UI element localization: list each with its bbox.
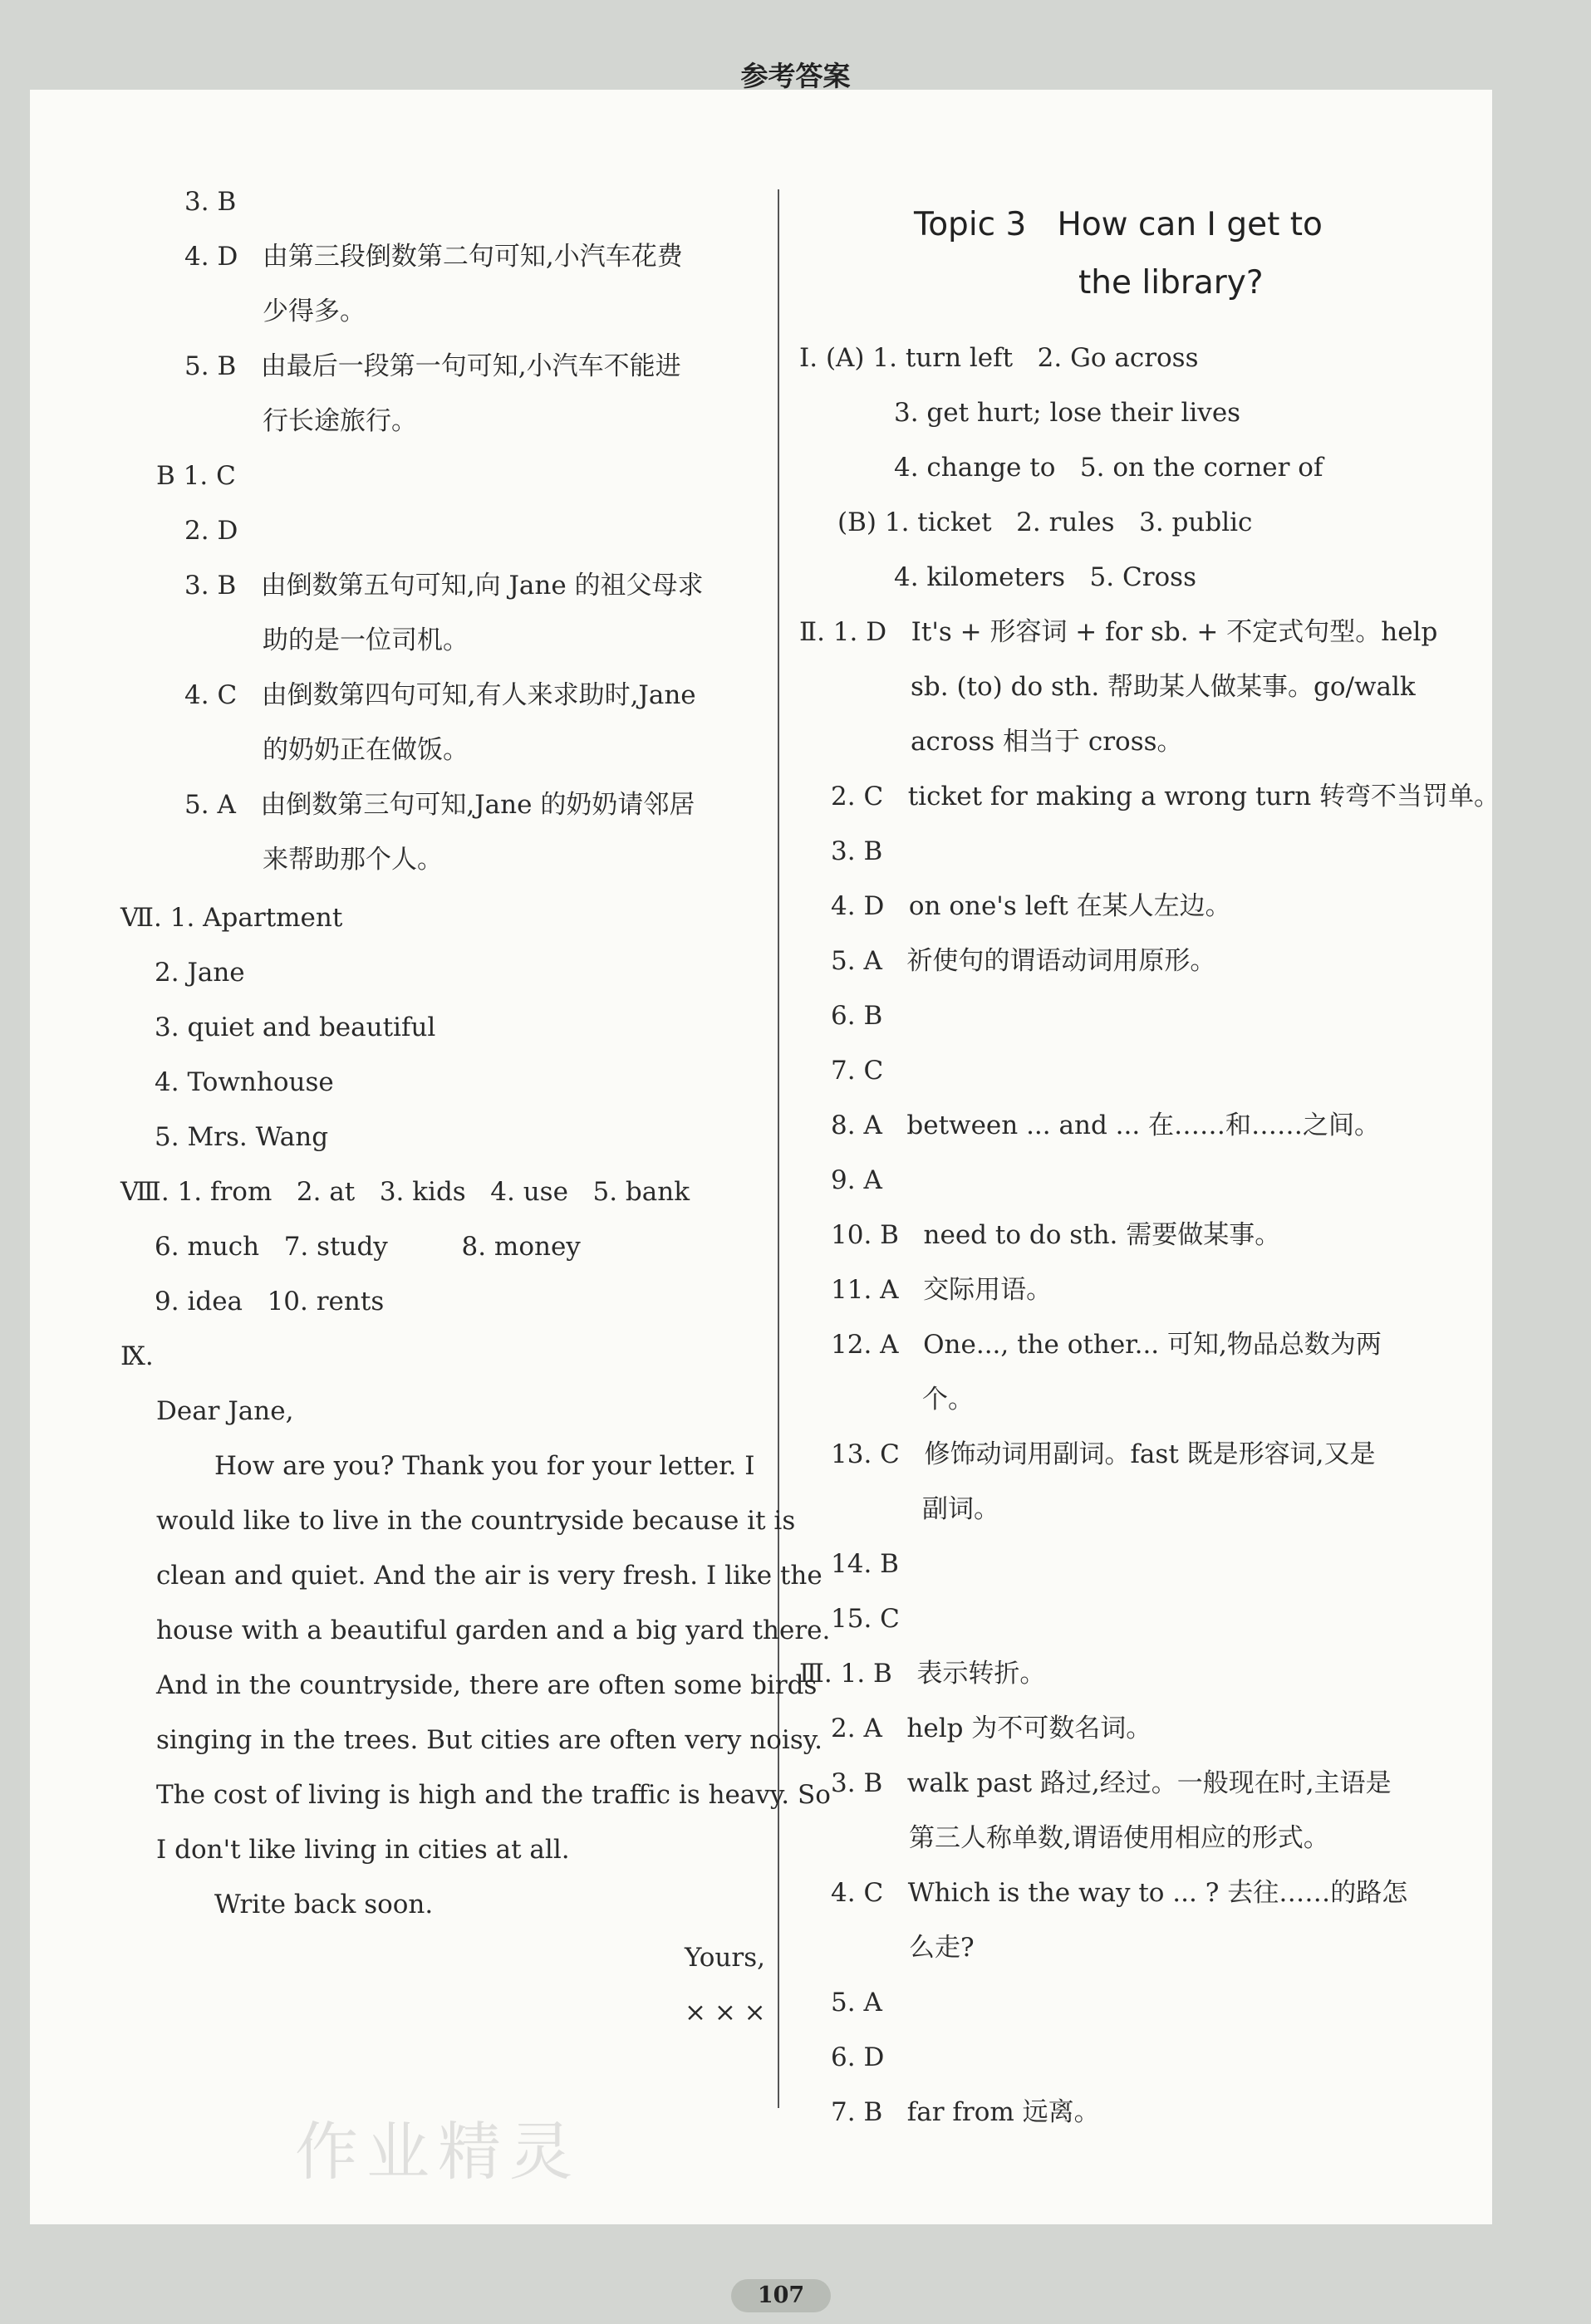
answer-label: 15.	[831, 1604, 872, 1634]
answer-label: 13.	[831, 1439, 872, 1469]
answer-line	[831, 1768, 1392, 1798]
answer-line	[831, 1003, 882, 1029]
answer-text: I don't like living in cities at all.	[156, 1835, 570, 1865]
answer-line	[156, 1396, 294, 1426]
answer-label: 5.	[155, 1122, 179, 1152]
answer-text: 的奶奶正在做饭。	[263, 735, 469, 765]
answer-line	[263, 847, 443, 873]
answer-line	[909, 1823, 1329, 1853]
answer-text: B need to do sth. 需要做某事。	[880, 1220, 1281, 1250]
answer-label: 6.	[831, 2042, 856, 2072]
answer-text: C 由倒数第四句可知,有人来求助时,Jane	[217, 680, 696, 710]
answer-text: A	[863, 1165, 882, 1195]
answer-text: C ticket for making a wrong turn 转弯不当罚单。	[863, 782, 1500, 811]
answer-text: 么走?	[909, 1933, 975, 1963]
answer-text: Jane	[187, 958, 245, 988]
answer-text: D on one's left 在某人左边。	[863, 891, 1231, 921]
answer-text: C 修饰动词用副词。fast 既是形容词,又是	[880, 1439, 1376, 1469]
answer-label: 5.	[184, 790, 209, 820]
answer-line	[155, 1122, 329, 1152]
answer-text: 4. change to 5. on the corner of	[894, 453, 1323, 483]
answer-line	[894, 455, 1323, 481]
answer-line	[120, 905, 342, 931]
answer-text: C	[880, 1604, 900, 1634]
answer-label: 7.	[831, 2097, 856, 2127]
answer-label: Ⅸ.	[120, 1341, 154, 1371]
answer-text: The cost of living is high and the traffic is heavy. So	[156, 1780, 831, 1810]
answer-line	[263, 299, 366, 325]
answer-line	[214, 1892, 433, 1918]
answer-text: house with a beautiful garden and a big yard there.	[156, 1616, 831, 1645]
answer-text: from 2. at 3. kids 4. use 5. bank	[209, 1177, 690, 1207]
answer-text: B 由倒数第五句可知,向 Jane 的祖父母求	[217, 571, 704, 601]
answer-text: across 相当于 cross。	[911, 727, 1183, 757]
answer-line	[685, 1945, 765, 1971]
answer-text: D It's + 形容词 + for sb. + 不定式句型。help	[866, 617, 1438, 647]
answer-label: 5.	[831, 1988, 856, 2018]
answer-text: B	[217, 187, 237, 217]
answer-line	[263, 625, 469, 655]
answer-text: A 交际用语。	[880, 1275, 1053, 1305]
answer-line	[922, 1494, 999, 1524]
answer-text: D	[863, 2042, 885, 2072]
answer-line	[156, 1725, 823, 1755]
answer-line	[184, 244, 683, 270]
answer-text: D 由第三段倒数第二句可知,小汽车花费	[217, 242, 683, 272]
answer-label: 2.	[831, 782, 856, 811]
answer-text: sb. (to) do sth. 帮助某人做某事。go/walk	[911, 672, 1416, 702]
answer-label: B 1.	[156, 461, 209, 491]
answer-text: B walk past 路过,经过。一般现在时,主语是	[863, 1768, 1392, 1798]
answer-label: 4.	[831, 1878, 856, 1908]
answer-label: 9.	[155, 1287, 179, 1316]
answer-label: 11.	[831, 1275, 872, 1305]
answer-label: 2.	[831, 1714, 856, 1743]
answer-text: D	[217, 516, 238, 546]
answer-text: How are you? Thank you for your letter. I	[214, 1451, 755, 1481]
answer-text: 1. turn left 2. Go across	[872, 343, 1199, 373]
answer-line	[184, 792, 695, 818]
answer-label: 3.	[831, 1768, 856, 1798]
answer-label: Ⅲ. 1.	[799, 1659, 866, 1689]
answer-line	[799, 1661, 1045, 1687]
answer-line	[831, 784, 1500, 810]
answer-text: B	[880, 1549, 899, 1579]
topic-title-line1: Topic 3 How can I get to	[914, 206, 1323, 243]
answer-text: 第三人称单数,谓语使用相应的形式。	[909, 1823, 1329, 1853]
answer-label: 10.	[831, 1220, 872, 1250]
answer-line	[263, 406, 417, 436]
answer-label: 3.	[831, 836, 856, 866]
answer-label: 4.	[184, 680, 209, 710]
answer-text: 1. ticket 2. rules 3. public	[884, 507, 1253, 537]
answer-label: Ⅰ. (A)	[799, 343, 865, 373]
answer-line	[184, 189, 236, 215]
answer-text: And in the countryside, there are often some birds	[156, 1670, 818, 1700]
answer-line	[894, 562, 1196, 592]
answer-label: 3.	[184, 571, 209, 601]
answer-text: A 由倒数第三句可知,Jane 的奶奶请邻居	[217, 790, 695, 820]
answer-text: clean and quiet. And the air is very fresh. I like the	[156, 1561, 823, 1591]
answer-line	[831, 836, 883, 866]
answer-line	[184, 518, 238, 544]
answer-text: A 祈使句的谓语动词用原形。	[863, 946, 1216, 976]
answer-line	[831, 1165, 882, 1195]
answer-line	[831, 1439, 1376, 1469]
answer-line	[831, 1549, 899, 1579]
answer-line	[911, 729, 1183, 755]
answer-label: 3.	[184, 187, 209, 217]
answer-line	[156, 1618, 830, 1644]
answer-label: Ⅶ. 1.	[120, 903, 195, 933]
answer-line	[909, 1935, 975, 1961]
answer-line	[831, 2097, 1100, 2127]
answer-text: Dear Jane,	[156, 1396, 294, 1426]
answer-text: C Which is the way to ... ? 去往……的路怎	[863, 1878, 1408, 1908]
answer-text: 少得多。	[263, 297, 366, 326]
answer-line	[156, 1782, 831, 1808]
answer-text: quiet and beautiful	[187, 1012, 436, 1042]
answer-text: 3. get hurt; lose their lives	[894, 398, 1241, 428]
answer-label: 6.	[831, 1001, 856, 1031]
answer-text: 来帮助那个人。	[263, 845, 443, 875]
answer-line	[184, 351, 681, 381]
answer-line	[831, 1606, 900, 1632]
answer-line	[156, 463, 236, 489]
column-divider	[778, 189, 779, 2108]
answer-text: 4. kilometers 5. Cross	[894, 562, 1196, 592]
answer-text: Apartment	[203, 903, 343, 933]
answer-line	[155, 1012, 436, 1042]
answer-text: idea 10. rents	[187, 1287, 385, 1316]
answer-text: would like to live in the countryside because it is	[156, 1506, 796, 1536]
answer-line	[685, 2000, 766, 2026]
watermark-text: 作业精灵	[295, 2115, 581, 2189]
answer-line	[831, 1332, 1382, 1358]
answer-line	[184, 573, 704, 599]
answer-line	[831, 1058, 883, 1084]
answer-line	[799, 617, 1438, 647]
answer-text: 个。	[922, 1385, 974, 1415]
answer-line	[156, 1837, 570, 1863]
answer-line	[214, 1451, 755, 1481]
answer-text: 行长途旅行。	[263, 406, 417, 436]
answer-line	[831, 1113, 1380, 1139]
answer-label: 8.	[831, 1111, 856, 1140]
answer-line	[831, 2042, 885, 2072]
answer-text: C	[216, 461, 236, 491]
answer-line	[155, 1289, 384, 1315]
answer-label: 7.	[831, 1056, 856, 1086]
answer-label: 5.	[184, 351, 209, 381]
answer-text: B 表示转折。	[873, 1659, 1046, 1689]
answer-line	[831, 1716, 1152, 1742]
answer-text: A One..., the other... 可知,物品总数为两	[880, 1330, 1382, 1360]
answer-label: 6.	[155, 1232, 179, 1262]
answer-label: Ⅷ. 1.	[120, 1177, 203, 1207]
answer-line	[155, 1067, 334, 1097]
answer-line	[155, 960, 245, 986]
answer-label: Ⅱ. 1.	[799, 617, 858, 647]
answer-label: (B)	[837, 507, 877, 537]
answer-line	[911, 674, 1416, 700]
answer-text: 副词。	[922, 1494, 999, 1524]
answer-label: 2.	[184, 516, 209, 546]
answer-text: A between ... and ... 在……和……之间。	[863, 1111, 1381, 1140]
answer-line	[831, 891, 1231, 921]
answer-line	[922, 1387, 974, 1413]
page-number: 107	[731, 2279, 831, 2312]
answer-line	[831, 1277, 1052, 1303]
answer-line	[263, 735, 469, 765]
answer-line	[837, 507, 1253, 537]
answer-text: 助的是一位司机。	[263, 625, 469, 655]
answer-label: 12.	[831, 1330, 872, 1360]
answer-label: 4.	[831, 891, 856, 921]
answer-line	[120, 1341, 162, 1371]
answer-label: 4.	[155, 1067, 179, 1097]
answer-text: A	[863, 1988, 882, 2018]
answer-text: A help 为不可数名词。	[863, 1714, 1152, 1743]
answer-text: C	[863, 1056, 884, 1086]
answer-text: B	[863, 836, 883, 866]
answer-line	[831, 1880, 1407, 1906]
page-header-title: 参考答案	[740, 60, 851, 92]
answer-line	[831, 946, 1216, 976]
topic-title-line2: the library?	[1078, 264, 1264, 302]
answer-line	[155, 1234, 581, 1260]
answer-text: Write back soon.	[214, 1890, 434, 1920]
answer-text: singing in the trees. But cities are often very noisy.	[156, 1725, 823, 1755]
answer-label: 5.	[831, 946, 856, 976]
answer-text: much 7. study 8. money	[187, 1232, 581, 1262]
answer-text: Mrs. Wang	[187, 1122, 329, 1152]
answer-line	[831, 1220, 1281, 1250]
answer-line	[799, 343, 1199, 373]
answer-text: B	[863, 1001, 883, 1031]
answer-line	[120, 1179, 690, 1205]
answer-label: 14.	[831, 1549, 872, 1579]
answer-text: × × ×	[685, 1998, 766, 2027]
answer-label: 3.	[155, 1012, 179, 1042]
answer-line	[156, 1563, 823, 1589]
answer-line	[156, 1508, 795, 1534]
answer-label: 4.	[184, 242, 209, 272]
answer-text: B 由最后一段第一句可知,小汽车不能进	[217, 351, 681, 381]
answer-line	[894, 400, 1240, 426]
answer-text: Townhouse	[187, 1067, 334, 1097]
answer-line	[156, 1670, 818, 1700]
answer-line	[831, 1990, 882, 2016]
answer-line	[184, 680, 696, 710]
answer-text: B far from 远离。	[863, 2097, 1100, 2127]
answer-label: 9.	[831, 1165, 856, 1195]
answer-text: Yours,	[685, 1943, 765, 1973]
answer-label: 2.	[155, 958, 179, 988]
